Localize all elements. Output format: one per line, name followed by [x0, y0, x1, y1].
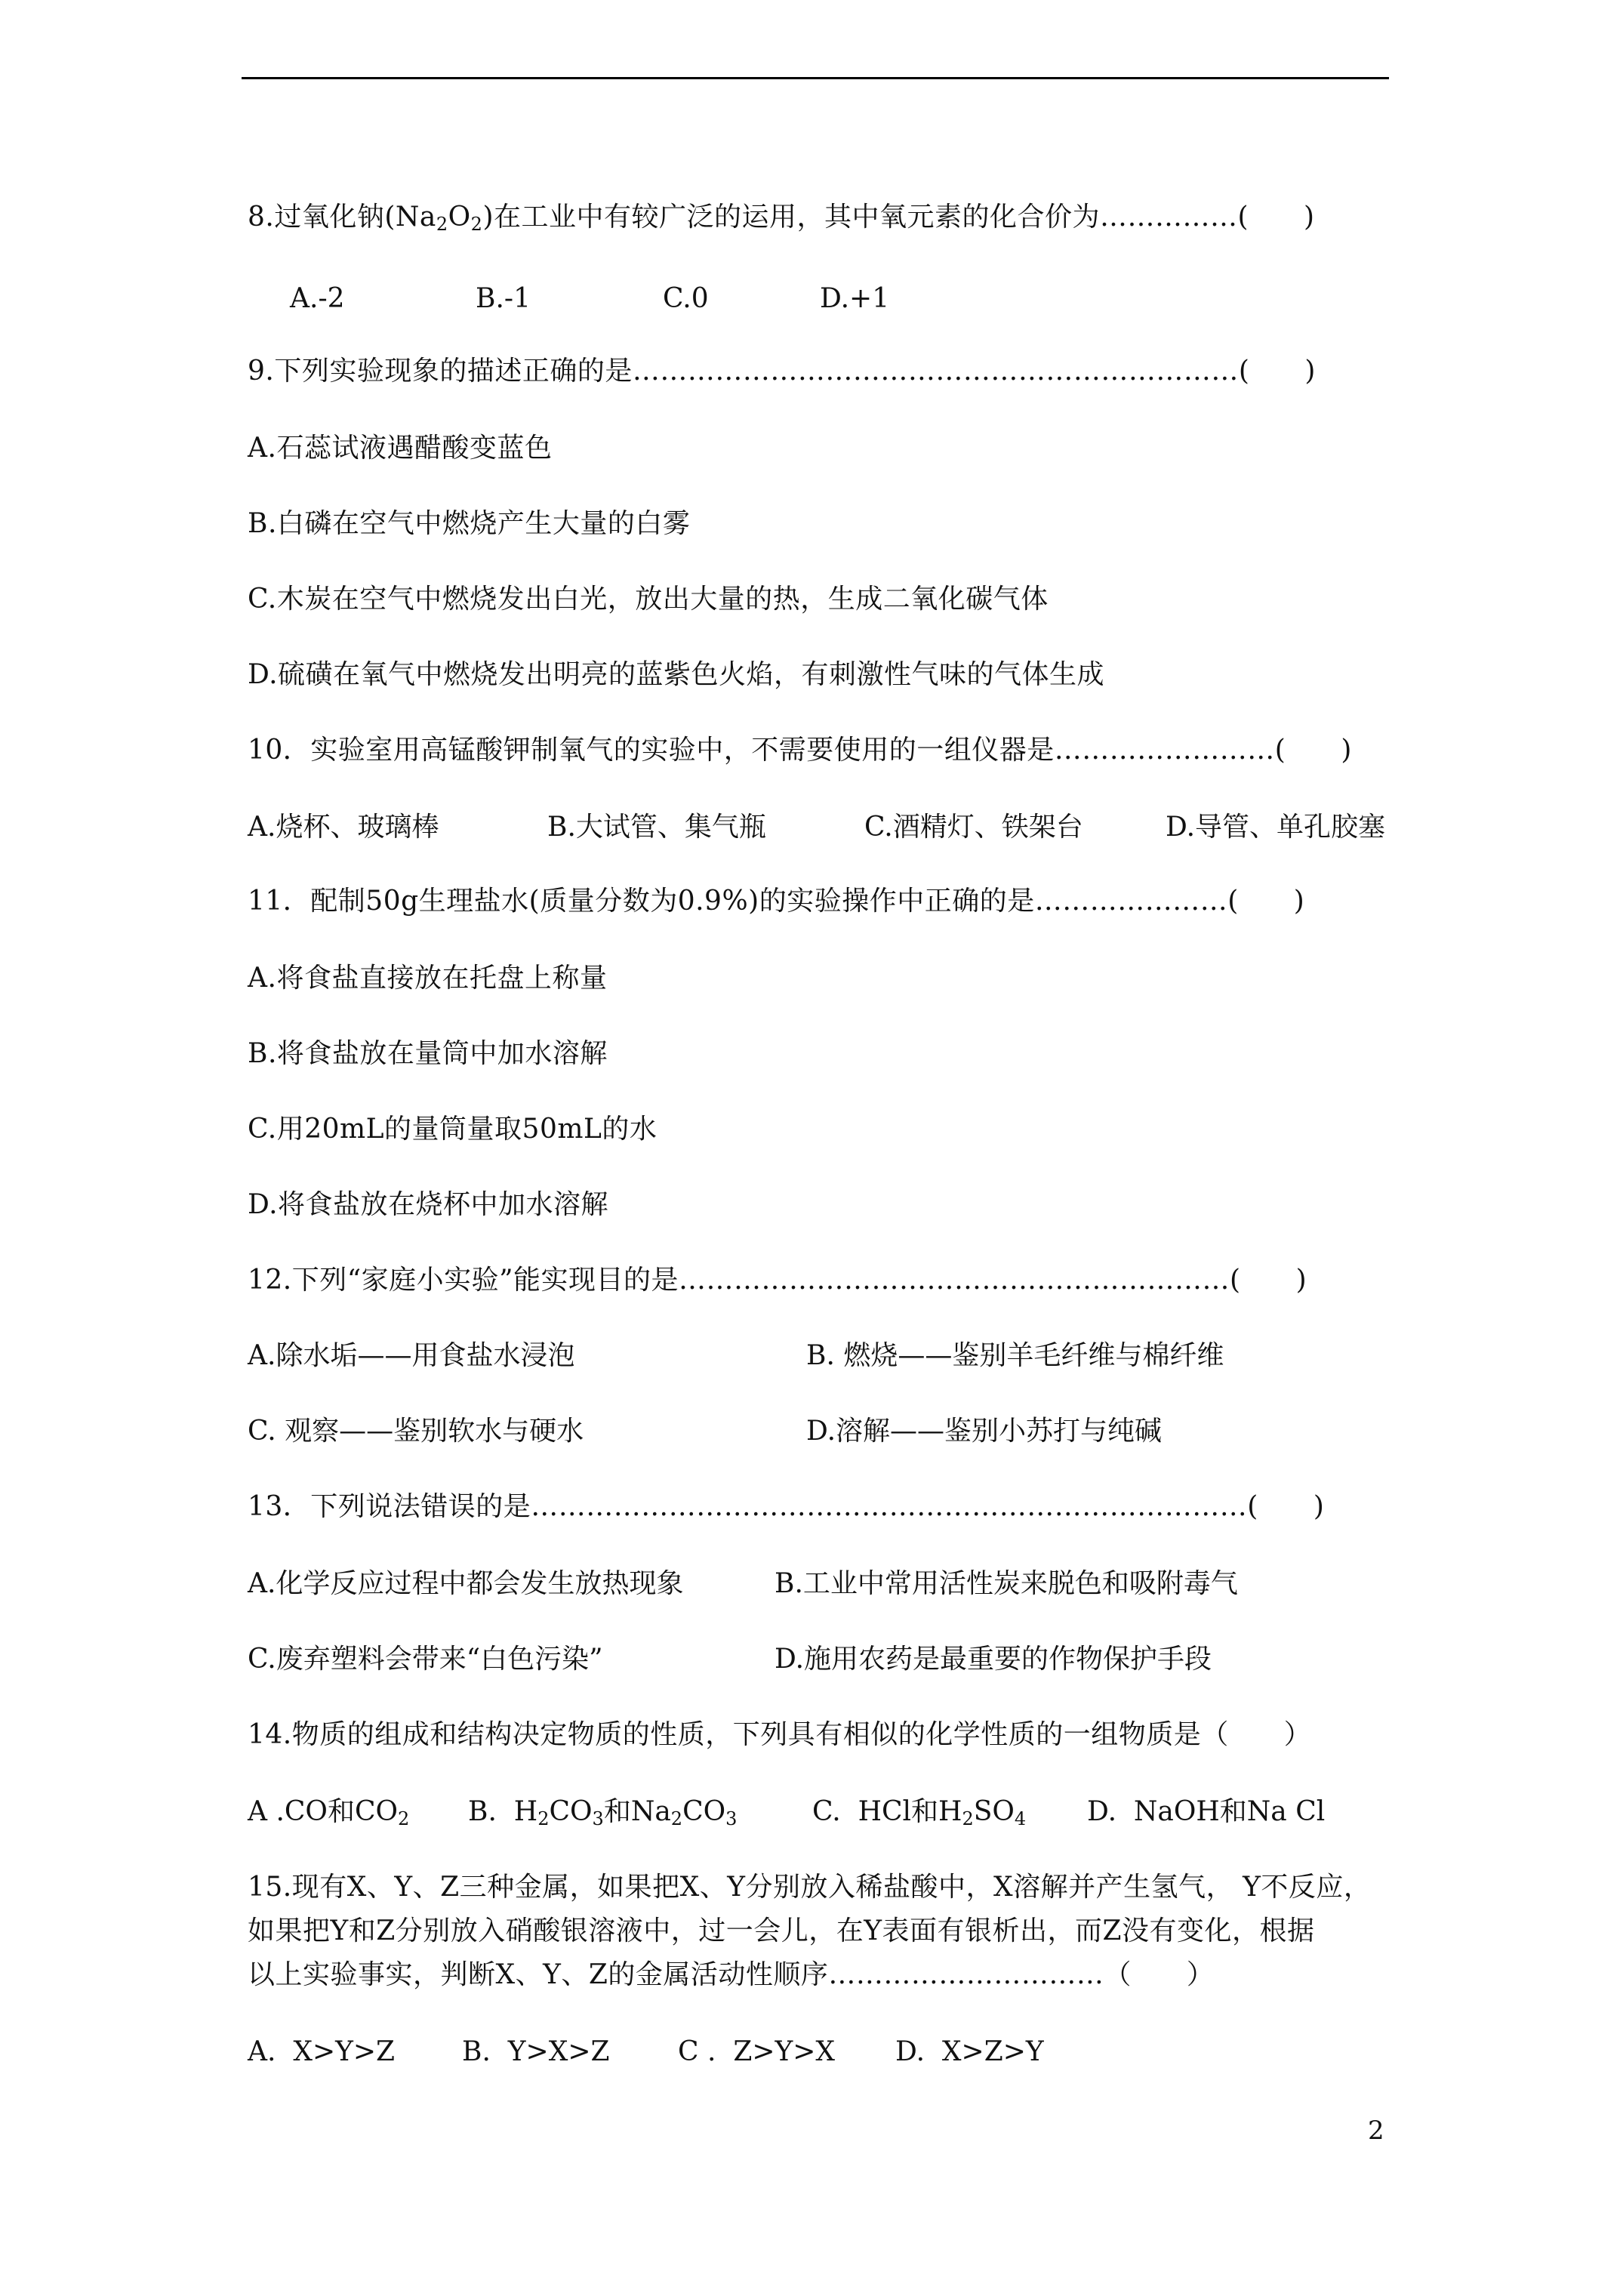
q9-option-a: A.石蕊试液遇醋酸变蓝色 — [248, 433, 553, 464]
q8-option-a: A.-2 — [290, 283, 345, 314]
q9-option-d: D.硫磺在氧气中燃烧发出明亮的蓝紫色火焰，有刺激性气味的气体生成 — [248, 659, 1105, 690]
q14-option-d: D. NaOH和Na Cl — [1087, 1796, 1326, 1827]
q15-option-a: A. X>Y>Z — [248, 2036, 396, 2067]
q13-option-a: A.化学反应过程中都会发生放热现象 — [248, 1568, 684, 1599]
q10-option-b: B.大试管、集气瓶 — [547, 812, 766, 843]
q11-option-a: A.将食盐直接放在托盘上称量 — [248, 963, 608, 994]
q11-option-b: B.将食盐放在量筒中加水溶解 — [248, 1038, 608, 1069]
q8-option-d: D.+1 — [820, 283, 890, 314]
q15-option-b: B. Y>X>Z — [462, 2036, 610, 2067]
q8-option-c: C.0 — [663, 283, 709, 314]
q11-stem: 11．配制50g生理盐水(质量分数为0.9%)的实验操作中正确的是…………………( ) — [248, 886, 1305, 917]
q15-option-d: D. X>Z>Y — [895, 2036, 1044, 2067]
q15-option-c: C . Z>Y>X — [678, 2036, 836, 2067]
q14-option-b: B. $H_2CO_3$和$Na_2CO_3$ — [468, 1796, 738, 1829]
q12-option-b: B. 燃烧——鉴别羊毛纤维与棉纤维 — [806, 1340, 1224, 1371]
header-rule — [242, 77, 1389, 79]
q12-stem: 12.下列“家庭小实验”能实现目的是……………………………………………………( ) — [248, 1265, 1307, 1296]
q14-stem: 14.物质的组成和结构决定物质的性质，下列具有相似的化学性质的一组物质是（ ） — [248, 1719, 1312, 1750]
page-number: 2 — [1368, 2116, 1384, 2146]
q14-option-a: A .CO和$CO_2$ — [248, 1796, 410, 1829]
q13-stem: 13．下列说法错误的是……………………………………………………………………( ) — [248, 1491, 1325, 1522]
q10-option-d: D.导管、单孔胶塞 — [1166, 812, 1386, 843]
q12-option-c: C. 观察——鉴别软水与硬水 — [248, 1416, 584, 1447]
q15-stem-line-3: 以上实验事实，判断X、Y、Z的金属活动性顺序…………………………（ ） — [248, 1959, 1215, 1990]
q9-option-c: C.木炭在空气中燃烧发出白光，放出大量的热，生成二氧化碳气体 — [248, 584, 1049, 615]
q10-option-c: C.酒精灯、铁架台 — [864, 812, 1083, 843]
q9-option-b: B.白磷在空气中燃烧产生大量的白雾 — [248, 508, 691, 539]
q15-stem-line-2: 如果把Y和Z分别放入硝酸银溶液中，过一会儿，在Y表面有银析出，而Z没有变化，根据 — [248, 1915, 1315, 1946]
q8-option-b: B.-1 — [476, 283, 531, 314]
q8-stem: 8.过氧化钠$(Na_2O_2)$在工业中有较广泛的运用，其中氧元素的化合价为……………( ) — [248, 202, 1315, 235]
q9-stem: 9.下列实验现象的描述正确的是…………………………………………………………( ) — [248, 356, 1316, 387]
q15-stem-line-1: 15.现有X、Y、Z三种金属，如果把X、Y分别放入稀盐酸中，X溶解并产生氢气， Y不反应， — [248, 1872, 1372, 1903]
q12-option-d: D.溶解——鉴别小苏打与纯碱 — [806, 1416, 1163, 1447]
q12-option-a: A.除水垢——用食盐水浸泡 — [248, 1340, 575, 1371]
q14-option-c: C. HCl和$H_2SO_4$ — [812, 1796, 1027, 1829]
q11-option-c: C.用20mL的量筒量取50mL的水 — [248, 1114, 658, 1145]
q13-option-d: D.施用农药是最重要的作物保护手段 — [775, 1644, 1212, 1675]
q10-stem: 10．实验室用高锰酸钾制氧气的实验中，不需要使用的一组仪器是……………………( ) — [248, 735, 1352, 766]
q11-option-d: D.将食盐放在烧杯中加水溶解 — [248, 1189, 609, 1220]
q13-option-c: C.废弃塑料会带来“白色污染” — [248, 1644, 603, 1675]
q13-option-b: B.工业中常用活性炭来脱色和吸附毒气 — [775, 1568, 1238, 1599]
q10-option-a: A.烧杯、玻璃棒 — [248, 812, 439, 843]
